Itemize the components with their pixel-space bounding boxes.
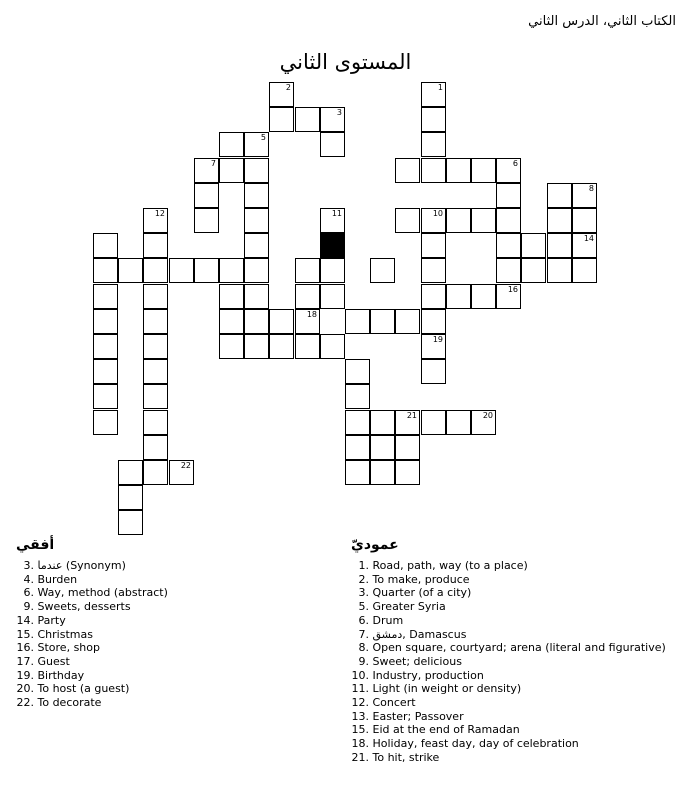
grid-cell[interactable] [244, 158, 269, 183]
down-clue [351, 586, 666, 600]
grid-cell[interactable] [93, 334, 118, 359]
cell-number: 21 [406, 411, 417, 420]
clue-number: 22. [16, 696, 34, 710]
down-clue [351, 751, 666, 765]
clue-number: 15. [16, 627, 34, 641]
grid-cell[interactable] [421, 258, 446, 283]
grid-cell[interactable] [244, 309, 269, 334]
grid-cell[interactable] [395, 460, 420, 485]
cell-number: 18 [306, 310, 317, 319]
grid-cell[interactable] [421, 309, 446, 334]
down-clue [351, 696, 666, 710]
cell-number: 3 [336, 108, 342, 117]
grid-cell[interactable] [219, 334, 244, 359]
grid-cell[interactable] [219, 309, 244, 334]
grid-cell[interactable] [345, 460, 370, 485]
grid-cell[interactable] [143, 233, 168, 258]
grid-cell[interactable] [93, 309, 118, 334]
grid-cell[interactable] [496, 158, 521, 183]
down-clues [351, 559, 666, 765]
grid-cell[interactable] [118, 485, 143, 510]
grid-cell[interactable] [446, 410, 471, 435]
grid-cell[interactable] [446, 284, 471, 309]
grid-cell[interactable] [194, 158, 219, 183]
clue-text: To host (a guest) [34, 682, 130, 696]
clue-text: Concert [369, 696, 416, 710]
clue-number: 6. [23, 586, 34, 600]
grid-cell[interactable] [219, 284, 244, 309]
clue-number: 15. [351, 723, 369, 737]
grid-cell[interactable] [421, 359, 446, 384]
clue-number: 10. [351, 668, 369, 682]
grid-cell[interactable] [194, 208, 219, 233]
clue-number: 13. [351, 709, 369, 723]
grid-cell[interactable] [471, 208, 496, 233]
cell-number: 12 [154, 209, 165, 218]
clue-text: Easter; Passover [369, 709, 464, 723]
clue-text: Road, path, way (to a place) [369, 559, 528, 572]
grid-cell[interactable] [421, 233, 446, 258]
cell-number: 22 [180, 461, 191, 470]
clue-text: Greater Syria [369, 600, 446, 614]
clue-number: 7. [358, 627, 369, 641]
grid-cell[interactable] [345, 410, 370, 435]
clue-text: Light (in weight or density) [369, 682, 522, 696]
grid-cell[interactable] [496, 183, 521, 208]
grid-cell[interactable] [421, 284, 446, 309]
grid-cell[interactable] [320, 258, 345, 283]
grid-cell[interactable] [521, 233, 546, 258]
grid-cell[interactable] [320, 132, 345, 157]
down-clue [351, 628, 666, 642]
grid-cell[interactable] [547, 183, 572, 208]
grid-cell[interactable] [395, 410, 420, 435]
grid-cell[interactable] [421, 82, 446, 107]
cell-number: 11 [331, 209, 342, 218]
grid-cell[interactable] [370, 258, 395, 283]
across-clue [16, 682, 168, 696]
clue-number: 21. [351, 750, 369, 764]
across-clue [16, 600, 168, 614]
across-clue [16, 559, 168, 573]
across-clue [16, 696, 168, 710]
grid-cell[interactable] [244, 132, 269, 157]
clue-number: 19. [16, 668, 34, 682]
grid-cell[interactable] [143, 384, 168, 409]
down-clue [351, 573, 666, 587]
clue-text: Holiday, feast day, day of celebration [369, 737, 579, 751]
grid-cell[interactable] [269, 309, 294, 334]
grid-cell[interactable] [244, 183, 269, 208]
grid-cell[interactable] [295, 334, 320, 359]
down-clue [351, 614, 666, 628]
grid-cell[interactable] [471, 410, 496, 435]
grid-cell[interactable] [244, 258, 269, 283]
grid-cell[interactable] [496, 258, 521, 283]
grid-cell[interactable] [143, 435, 168, 460]
cell-number: 8 [588, 184, 594, 193]
cell-number: 14 [583, 234, 594, 243]
clue-text: Store, shop [34, 641, 100, 655]
grid-cell[interactable] [93, 258, 118, 283]
cell-number: 6 [512, 159, 518, 168]
across-clue [16, 573, 168, 587]
clue-text: Christmas [34, 627, 93, 641]
grid-cell[interactable] [295, 107, 320, 132]
grid-cell[interactable] [547, 208, 572, 233]
grid-cell[interactable] [421, 410, 446, 435]
grid-cell[interactable] [320, 334, 345, 359]
clue-text: To decorate [34, 696, 102, 710]
down-clue [351, 655, 666, 669]
clue-number: 17. [16, 654, 34, 668]
header-note: الكتاب الثاني، الدرس الثاني [528, 14, 676, 29]
down-clue [351, 737, 666, 751]
grid-cell-black [320, 233, 345, 258]
grid-cell[interactable] [446, 158, 471, 183]
grid-cell[interactable] [118, 510, 143, 535]
grid-cell[interactable] [421, 334, 446, 359]
grid-cell[interactable] [345, 359, 370, 384]
grid-cell[interactable] [169, 460, 194, 485]
grid-cell[interactable] [194, 183, 219, 208]
across-clue [16, 641, 168, 655]
grid-cell[interactable] [370, 435, 395, 460]
grid-cell[interactable] [572, 208, 597, 233]
clue-number: 2. [358, 572, 369, 586]
grid-cell[interactable] [446, 208, 471, 233]
across-clue [16, 628, 168, 642]
grid-cell[interactable] [370, 410, 395, 435]
clue-number: 6. [358, 613, 369, 627]
grid-cell[interactable] [269, 107, 294, 132]
down-clue [351, 669, 666, 683]
grid-cell[interactable] [471, 284, 496, 309]
clue-number: 11. [351, 682, 369, 696]
clue-text: To make, produce [369, 572, 470, 586]
grid-cell[interactable] [118, 460, 143, 485]
clue-text: عندما (Synonym) [34, 559, 126, 572]
grid-cell[interactable] [194, 258, 219, 283]
grid-cell[interactable] [320, 284, 345, 309]
grid-cell[interactable] [370, 309, 395, 334]
grid-cell[interactable] [143, 284, 168, 309]
grid-cell[interactable] [345, 309, 370, 334]
clue-number: 3. [23, 559, 34, 572]
grid-cell[interactable] [496, 208, 521, 233]
grid-cell[interactable] [547, 233, 572, 258]
grid-cell[interactable] [143, 309, 168, 334]
grid-cell[interactable] [572, 258, 597, 283]
clue-number: 12. [351, 696, 369, 710]
across-clue [16, 586, 168, 600]
clue-text: Way, method (abstract) [34, 586, 168, 600]
cell-number: 19 [432, 335, 443, 344]
grid-cell[interactable] [320, 107, 345, 132]
page-title: المستوى الثاني [279, 50, 412, 74]
grid-cell[interactable] [345, 384, 370, 409]
grid-cell[interactable] [395, 435, 420, 460]
clue-number: 3. [358, 586, 369, 600]
grid-cell[interactable] [244, 334, 269, 359]
clue-number: 1. [358, 559, 369, 572]
clue-number: 18. [351, 737, 369, 751]
across-clue [16, 655, 168, 669]
grid-cell[interactable] [143, 258, 168, 283]
grid-cell[interactable] [496, 284, 521, 309]
grid-cell[interactable] [169, 258, 194, 283]
clue-text: Sweet; delicious [369, 654, 462, 668]
down-heading: عموديّ [351, 537, 399, 553]
cell-number: 20 [482, 411, 493, 420]
grid-cell[interactable] [219, 258, 244, 283]
across-clues [16, 559, 168, 710]
clue-number: 16. [16, 641, 34, 655]
clue-number: 14. [16, 613, 34, 627]
clue-text: To hit, strike [369, 750, 440, 764]
down-clue [351, 559, 666, 573]
grid-cell[interactable] [295, 309, 320, 334]
grid-cell[interactable] [143, 410, 168, 435]
grid-cell[interactable] [295, 258, 320, 283]
cell-number: 1 [437, 83, 443, 92]
grid-cell[interactable] [345, 435, 370, 460]
grid-cell[interactable] [521, 258, 546, 283]
grid-cell[interactable] [244, 233, 269, 258]
grid-cell[interactable] [93, 284, 118, 309]
grid-cell[interactable] [143, 359, 168, 384]
across-clue [16, 669, 168, 683]
cell-number: 5 [260, 133, 266, 142]
clue-number: 9. [23, 600, 34, 614]
clue-text: Drum [369, 613, 404, 627]
grid-cell[interactable] [370, 460, 395, 485]
clue-text: Open square, courtyard; arena (literal and figurative) [369, 641, 666, 655]
grid-cell[interactable] [244, 284, 269, 309]
clue-number: 9. [358, 654, 369, 668]
grid-cell[interactable] [572, 233, 597, 258]
grid-cell[interactable] [93, 410, 118, 435]
clue-text: Quarter (of a city) [369, 586, 472, 600]
clue-number: 5. [358, 600, 369, 614]
grid-cell[interactable] [421, 132, 446, 157]
grid-cell[interactable] [269, 334, 294, 359]
clue-number: 8. [358, 641, 369, 655]
down-clue [351, 641, 666, 655]
cell-number: 16 [507, 285, 518, 294]
grid-cell[interactable] [118, 258, 143, 283]
down-clue [351, 600, 666, 614]
grid-cell[interactable] [421, 208, 446, 233]
clue-number: 20. [16, 682, 34, 696]
grid-cell[interactable] [143, 208, 168, 233]
grid-cell[interactable] [269, 82, 294, 107]
grid-cell[interactable] [320, 208, 345, 233]
down-clue [351, 710, 666, 724]
grid-cell[interactable] [143, 460, 168, 485]
grid-cell[interactable] [421, 107, 446, 132]
clue-text: Party [34, 613, 66, 627]
down-clue [351, 723, 666, 737]
grid-cell[interactable] [471, 158, 496, 183]
grid-cell[interactable] [219, 158, 244, 183]
grid-cell[interactable] [572, 183, 597, 208]
across-clue [16, 614, 168, 628]
cell-number: 2 [285, 83, 291, 92]
grid-cell[interactable] [395, 309, 420, 334]
grid-cell[interactable] [244, 208, 269, 233]
grid-cell[interactable] [219, 132, 244, 157]
cell-number: 10 [432, 209, 443, 218]
grid-cell[interactable] [395, 208, 420, 233]
grid-cell[interactable] [395, 158, 420, 183]
clue-text: دمشق, Damascus [369, 627, 467, 641]
clue-text: Guest [34, 654, 70, 668]
clue-number: 4. [23, 572, 34, 586]
clue-text: Eid at the end of Ramadan [369, 723, 520, 737]
grid-cell[interactable] [93, 384, 118, 409]
cell-number: 7 [210, 159, 216, 168]
grid-cell[interactable] [143, 334, 168, 359]
clue-text: Industry, production [369, 668, 484, 682]
grid-cell[interactable] [93, 359, 118, 384]
clue-text: Sweets, desserts [34, 600, 131, 614]
grid-cell[interactable] [295, 284, 320, 309]
clue-text: Burden [34, 572, 78, 586]
grid-cell[interactable] [421, 158, 446, 183]
clue-text: Birthday [34, 668, 85, 682]
grid-cell[interactable] [93, 233, 118, 258]
grid-cell[interactable] [496, 233, 521, 258]
across-heading: أفقي [16, 537, 55, 553]
down-clue [351, 682, 666, 696]
grid-cell[interactable] [547, 258, 572, 283]
